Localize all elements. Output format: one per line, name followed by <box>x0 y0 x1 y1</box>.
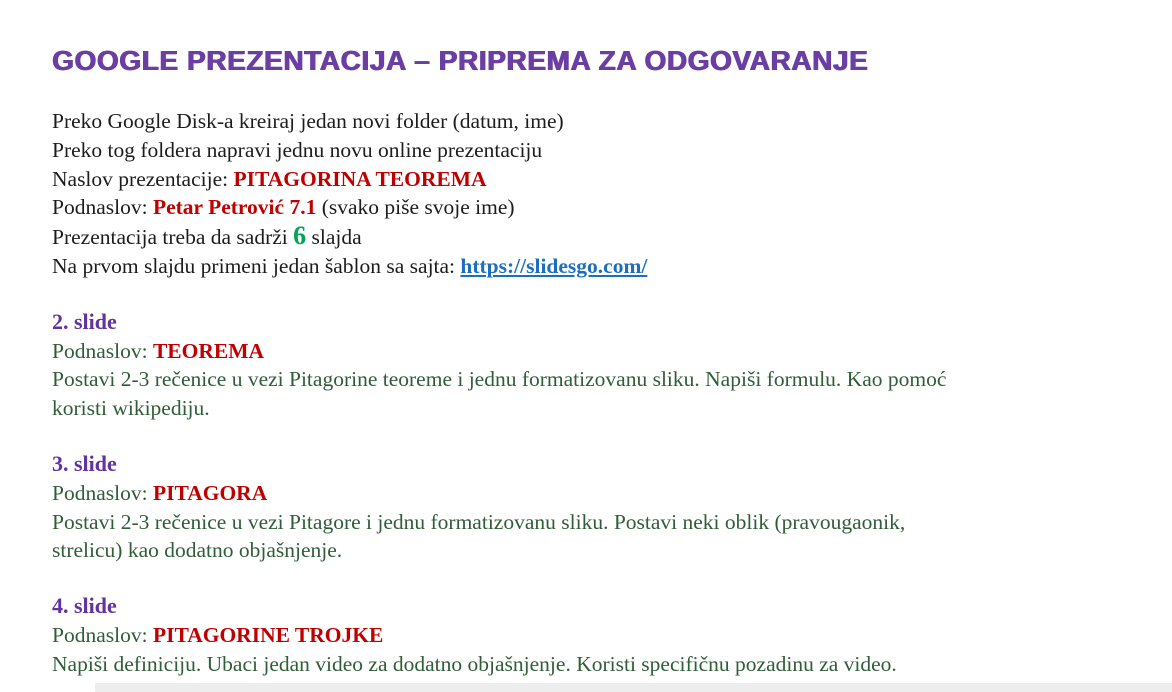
section-body-line: Napiši definiciju. Ubaci jedan video za dodatno objašnjenje. Koristi specifičnu pozadinu za video. <box>52 651 897 676</box>
podnaslov-value: Petar Petrović 7.1 <box>152 195 317 220</box>
line-create-presentation <box>52 136 1116 165</box>
count-suffix: slajda <box>306 225 362 250</box>
naslov-value: PITAGORINA TEOREMA <box>233 166 487 191</box>
section-body-line: koristi wikipediju. <box>52 396 210 421</box>
line-slide-count <box>52 222 1116 252</box>
intro-block <box>52 107 1116 281</box>
line-create-folder <box>52 107 1116 136</box>
section-podnaslov-value: PITAGORA <box>152 480 268 505</box>
section-heading: 4. slide <box>52 593 117 619</box>
section-body-line: strelicu) kao dodatno objašnjenje. <box>52 538 343 563</box>
section-slide-2 <box>52 308 1116 423</box>
intro-line2-text: Preko tog foldera napravi jednu novu online prezentaciju <box>52 137 543 162</box>
document-title: GOOGLE PREZENTACIJA – PRIPREMA ZA ODGOVARANJE <box>52 45 869 76</box>
section-podnaslov-value: PITAGORINE TROJKE <box>152 622 384 647</box>
line-naslov <box>52 165 1116 194</box>
intro-line1-text: Preko Google Disk-a kreiraj jedan novi folder (datum, ime) <box>52 109 564 133</box>
section-podnaslov <box>52 621 1116 650</box>
section-podnaslov-value: TEOREMA <box>152 338 265 363</box>
section-slide-3 <box>52 450 1116 565</box>
section-podnaslov <box>52 479 1116 508</box>
section-heading: 2. slide <box>52 308 117 334</box>
podnaslov-note: (svako piše svoje ime) <box>316 195 515 220</box>
section-podnaslov-label: Podnaslov: <box>52 338 153 363</box>
section-podnaslov-label: Podnaslov: <box>52 480 153 505</box>
section-podnaslov <box>52 337 1116 366</box>
slidesgo-link[interactable]: https://slidesgo.com/ <box>460 253 648 278</box>
line-podnaslov <box>52 193 1116 222</box>
section-slide-4 <box>52 592 1116 678</box>
naslov-label: Naslov prezentacije: <box>52 166 234 191</box>
section-body-line: Postavi 2-3 rečenice u vezi Pitagore i jednu formatizovanu sliku. Postavi neki oblik (pravougaonik, <box>52 509 906 534</box>
count-prefix: Prezentacija treba da sadrži <box>52 225 294 250</box>
section-body-line: Postavi 2-3 rečenice u vezi Pitagorine teoreme i jednu formatizovanu sliku. Napiši formulu. Kao pomoć <box>52 367 947 392</box>
podnaslov-label: Podnaslov: <box>52 195 153 220</box>
template-prefix: Na prvom slajdu primeni jedan šablon sa sajta: <box>52 253 461 278</box>
bottom-gray-strip <box>95 683 1172 692</box>
section-podnaslov-label: Podnaslov: <box>52 622 153 647</box>
section-heading: 3. slide <box>52 450 117 476</box>
slide-count-value: 6 <box>293 221 307 251</box>
line-template-site <box>52 252 1116 281</box>
